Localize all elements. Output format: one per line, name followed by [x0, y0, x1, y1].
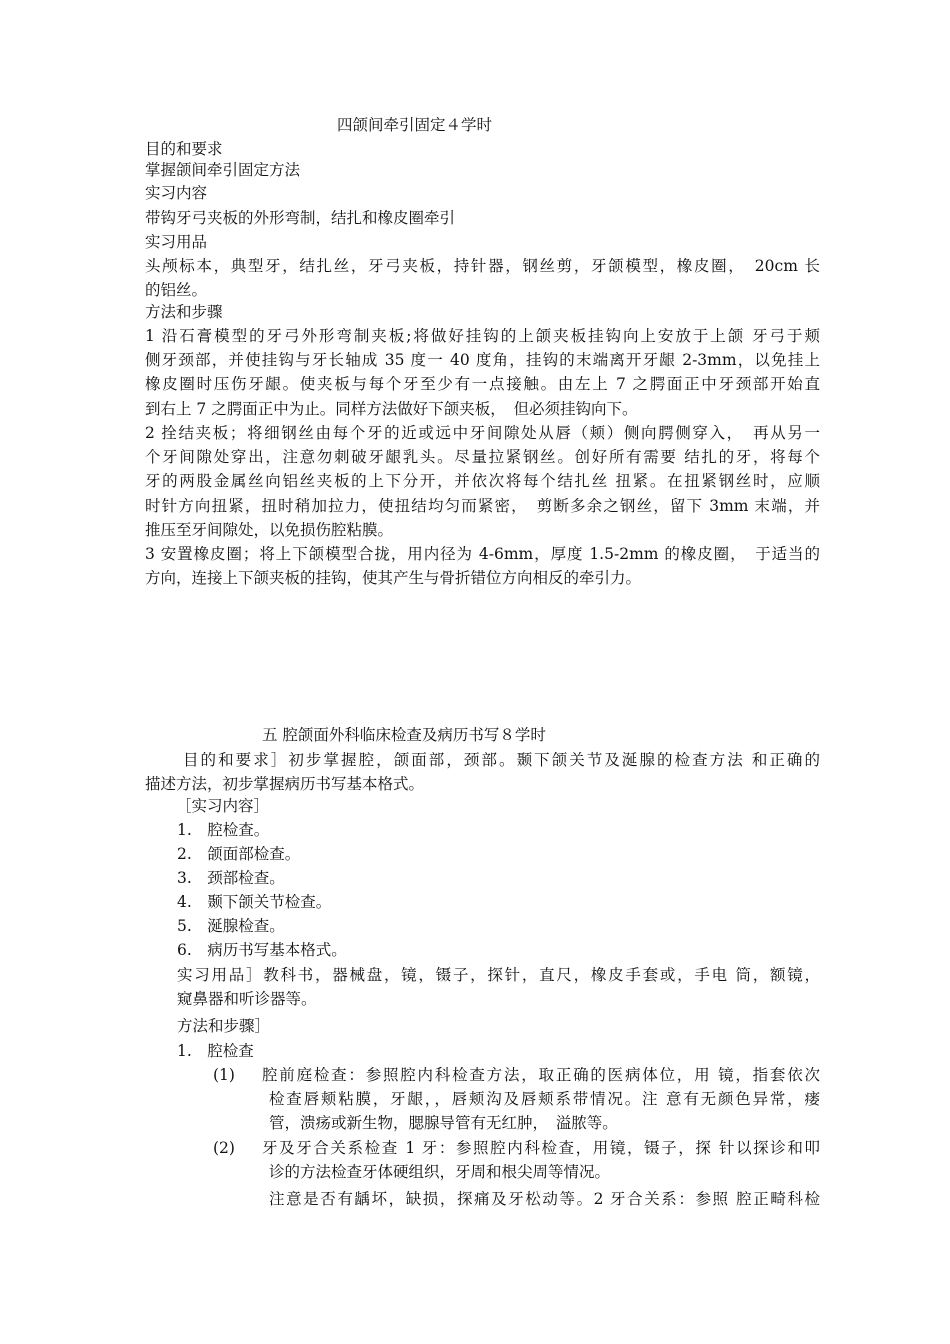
section5-item: 2. 颌面部检查。 — [177, 845, 301, 863]
section5-sub1-line: 腔前庭检查：参照腔内科检查方法，取正确的医病体位，用 镜，指套依次 — [262, 1066, 820, 1084]
section5-sub2-line: 诊的方法检查牙体硬组织，牙周和根尖周等情况。 — [269, 1163, 611, 1182]
section5-sub2-line: 牙及牙合关系检查 1 牙：参照腔内科检查，用镜，镊子，探 针以探诊和叩 — [262, 1139, 820, 1157]
section5-sub1-line: 管，溃疡或新生物，腮腺导管有无红肿， 溢脓等。 — [269, 1114, 618, 1133]
section5-item: 6. 病历书写基本格式。 — [177, 941, 347, 959]
section4-supplies-line: 头颅标本，典型牙，结扎丝，牙弓夹板，持针器，钢丝剪，牙颌模型，橡皮圈， 20cm 长 — [145, 257, 820, 275]
section5-item: 5. 涎腺检查。 — [177, 917, 285, 935]
section4-step1-line: 1 沿石膏模型的牙弓外形弯制夹板;将做好挂钩的上颌夹板挂钩向上安放于上颌 牙弓于颊 — [145, 327, 820, 345]
section4-step2-line: 时针方向扭紧，扭时稍加拉力，使扭结均匀而紧密， 剪断多余之钢丝，留下 3mm 末端，并 — [145, 496, 820, 515]
section5-heading-content: ［实习内容］ — [176, 797, 270, 815]
section4-heading-content: 实习内容 — [145, 184, 208, 202]
section5-sub1-line: 检查唇颊粘膜，牙龈，，唇颊沟及唇颊系带情况。注 意有无颜色异常，瘘 — [269, 1090, 820, 1109]
section4-content: 带钩牙弓夹板的外形弯制，结扎和橡皮圈牵引 — [145, 209, 456, 227]
section4-heading-method: 方法和步骤 — [145, 303, 223, 321]
section4-step2-line: 推压至牙间隙处，以免损伤腔粘膜。 — [145, 520, 394, 539]
section4-step1-line: 侧牙颈部，并使挂钩与牙长轴成 35 度一 40 度角，挂钩的末端离开牙龈 2-3mm，以免挂上 — [145, 351, 820, 370]
section4-step1-line: 到右上 7 之腭面正中为止。同样方法做好下颌夹板， 但必须挂钩向下。 — [145, 399, 638, 418]
section4-step3-line: 3 安置橡皮圈；将上下颌模型合拢，用内径为 4-6mm，厚度 1.5-2mm 的橡皮圈， 于适当的 — [145, 545, 820, 563]
section4-step3-line: 方向，连接上下颌夹板的挂钩，使其产生与骨折错位方向相反的牵引力。 — [145, 569, 642, 588]
section5-heading-method: 方法和步骤］ — [177, 1017, 271, 1035]
section5-sub2-note — [269, 1187, 820, 1211]
section4-step2 — [145, 421, 820, 542]
section5-supplies-line: 窥鼻器和听诊器等。 — [177, 990, 317, 1009]
section5-sub2-note-line: 注意是否有龋坏，缺损，探痛及牙松动等。2 牙合关系：参照 腔正畸科检 — [269, 1190, 820, 1208]
section5-item: 4. 颞下颌关节检查。 — [177, 893, 332, 911]
section4-step2-line: 个牙间隙处穿出，注意勿刺破牙龈乳头。尽量拉紧钢丝。创好所有需要 结扎的牙，将每个 — [145, 448, 820, 467]
section5-item: 1. 腔检查。 — [177, 821, 270, 839]
section5-supplies — [177, 963, 820, 1011]
section4-step2-line: 2 拴结夹板；将细钢丝由每个牙的近或远中牙间隙处从唇（颊）侧向腭侧穿入， 再从另一 — [145, 424, 820, 442]
section5-purpose — [145, 748, 820, 796]
section5-purpose-line: 描述方法，初步掌握病历书写基本格式。 — [145, 775, 425, 794]
section4-step1-line: 橡皮圈时压伤牙龈。使夹板与每个牙至少有一点接触。由左上 7 之腭面正中牙颈部开始直 — [145, 375, 820, 394]
section4-title: 四颌间牵引固定４学时 — [337, 116, 493, 134]
section5-sub2-number: (2) — [213, 1139, 235, 1157]
section5-sub1-number: (1) — [213, 1066, 235, 1084]
section5-purpose-line: 目的和要求］初步掌握腔，颌面部，颈部。颞下颌关节及涎腺的检查方法 和正确的 — [183, 751, 820, 769]
section4-purpose: 掌握颌间牵引固定方法 — [145, 161, 301, 179]
section5-method-item: 1. 腔检查 — [177, 1042, 254, 1060]
section5-sub1 — [262, 1063, 820, 1136]
section5-sub2 — [262, 1136, 820, 1184]
section4-heading-supplies: 实习用品 — [145, 233, 208, 251]
section4-supplies — [145, 254, 820, 302]
section4-heading-purpose: 目的和要求 — [145, 140, 223, 158]
section5-item: 3. 颈部检查。 — [177, 869, 285, 887]
section5-supplies-line: 实习用品］教科书，器械盘，镜，镊子，探针，直尺，橡皮手套或，手电 筒，额镜， — [177, 966, 820, 984]
section4-supplies-line: 的铝丝。 — [145, 281, 208, 300]
section5-title: 五 腔颌面外科临床检查及病历书写８学时 — [262, 726, 546, 744]
section4-step1 — [145, 324, 820, 421]
section4-step3 — [145, 542, 820, 590]
section4-step2-line: 牙的两股金属丝向铝丝夹板的上下分开，并依次将每个结扎丝 扭紧。在扭紧钢丝时，应顺 — [145, 472, 820, 491]
